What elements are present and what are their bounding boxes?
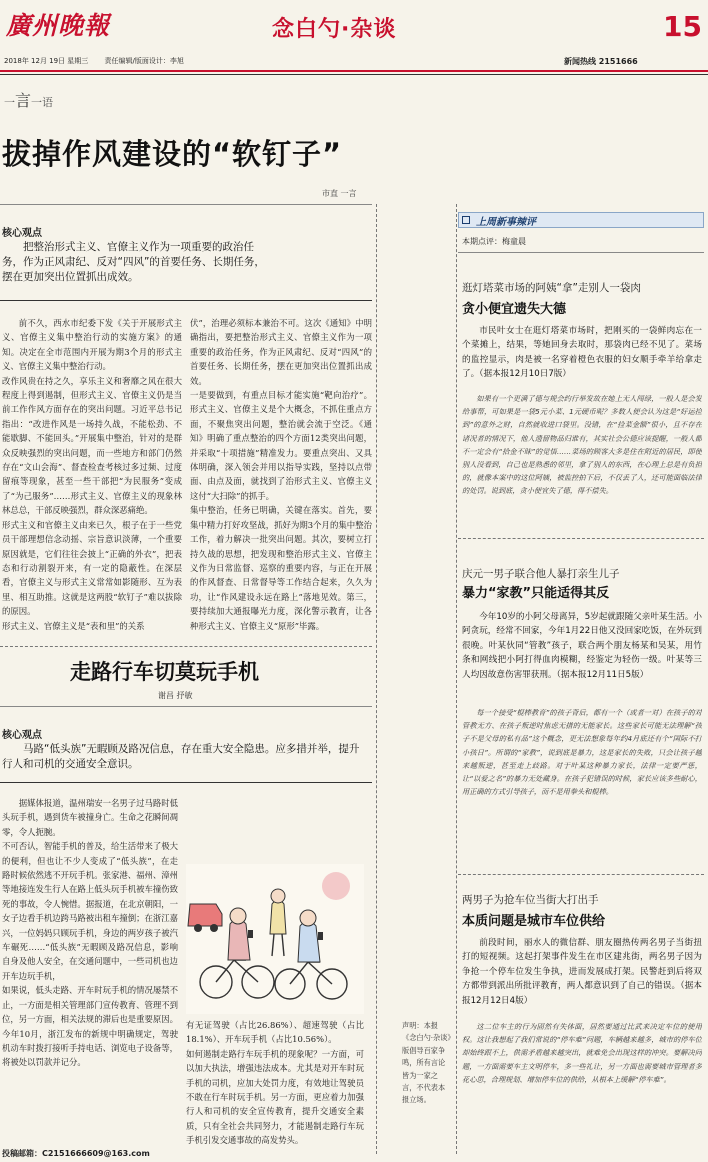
item2-comment: 每一个接受“棍棒教育”的孩子背后，都有一个（或者一对）在孩子的对管教无方、在孩子叛逆时焦虑无措的无能家长。这些家长可能无法理解“孩子不是父母的私有品”这个概念，更无法想象每年约4月底还有个“国际不打小孩日”。所谓的“家教”，说到底是暴力，这是家长的失败，只会让孩子越来越叛逆，甚至走上歧路。对于叶某这种暴力家长，法律一定要严惩，让“以爱之名”的暴力无处藏身。在孩子犯错误的时候，家长应该多些耐心，用正确的方式引导孩子，而不是用拳头和棍棒。 [462,708,702,797]
banner-square-icon [462,216,470,224]
article1-headline: 拔掉作风建设的“软钉子” [2,137,343,171]
meta-row [0,56,708,70]
article1-byline: 市直 一言 [322,189,357,198]
column-divider [376,204,377,1154]
masthead [0,0,708,52]
editors-text: 责任编辑/版面设计：李旭 [104,57,184,65]
item3-news: 前段时间，丽水人的微信群、朋友圈热传两名男子当街扭打的短视频。这起打架事件发生在市区建兆街，两名男子因为争抢一个停车位发生争执，进而发展成打架。民警赶到后将双方都带到派出所批评教育，两人都意识到了自己的错误。（据本报12月12日4版） [462,938,702,1006]
item3-headline: 本质问题是城市车位供给 [462,914,606,929]
item3-subtitle: 两男子为抢车位当街大打出手 [462,894,599,906]
article2-core-label: 核心观点 [2,730,42,741]
date-line [4,56,184,66]
hotline: 新闻热线 2151666 [564,57,638,66]
column-tag-rest: 一语 [31,96,54,109]
article2-byline: 谢昌 抒敏 [158,691,193,700]
column-tag-big: 言 [15,91,32,110]
article1-col2: 伏”，治理必须标本兼治不可。这次《通知》中明确指出，要把整治形式主义、官僚主义作为一项重要的政治任务，作为正风肃纪、反对“四风”的首要任务、长期任务，摆在更加突出位置抓出成效。 一是要做到，有重点目标才能实施“靶向治疗”。形式主义、官僚主义是个大概念，不抓住重点方面，不聚焦突出问题，整治就会流于空泛。《通知》明确了重点整治的四个方面12类突出问题，并采取“十项措施”精准发力。要重点突出、又具体明确，深入领会并用以指导实践，坚持以点带面、由点及面，就找到了治形式主义、官僚主义这付“大扫除”的抓手。 集中整治，任务已明确，关键在落实。首先，要集中精力打好攻坚战，抓好为期3个月的集中整治工作，着力解决一批突出问题。其次，要树立打持久战的思想，把发现和整治形式主义、官僚主义作为日常监督、巡察的重要内容，与正在开展的作风督查、日常督导等工作结合起来，久久为功，让“作风建设永远在路上”落地见效。第三，要持续加大通报曝光力度，深化警示教育，让各种形式主义、官僚主义“原形”毕露。 [190,318,372,631]
item1-news: 市民叶女士在逛灯塔菜市场时，把刚买的一袋鲜肉忘在一个菜摊上，结果，等她回身去取时，那袋肉已经不见了。菜场的监控显示，肉是被一名穿着橙色衣服的妇女顺手牵羊给拿走了。（据本报12月10日7版） [462,326,702,380]
article1-core-label: 核心观点 [2,228,42,239]
item1-subtitle: 逛灯塔菜市场的阿姨“拿”走别人一袋肉 [462,282,641,294]
column-tag [4,88,53,111]
divider [0,204,372,205]
reviewer-line: 本期点评：梅童晨 [462,237,526,246]
divider [0,300,372,301]
newspaper-logo: 廣州晚報 [6,11,111,40]
column-divider [456,204,457,1154]
article1-col1: 前不久，西水市纪委下发《关于开展形式主义、官僚主义集中整治行动的实施方案》的通知。决定在全市范围内开展为期3个月的形式主义、官僚主义集中整治行动。 改作风贵在持之久，享乐主义和奢靡之风在很大程度上得到遏制，但形式主义、官僚主义仍是当前工作作风方面存在的突出问题。习近平总书记指出：“改进作风是一场持久战，不能松劲、不能歇脚、不能回头。”开展集中整治，针对的是群众反映强烈的突出问题，而一些地方和部门仍然存在“文山会海”、督查检查考核过多过频、过度留痕等现象，甚至一些干部把“为民服务”变成了“为己服务”……形式主义、官僚主义的现象林林总总，干部反映强烈，群众深恶痛绝。 形式主义和官僚主义由来已久，根子在于一些党员干部理想信念动摇、宗旨意识淡薄，一个重要原因就是，它们往往会披上“正确的外衣”，把表态和行动割裂开来，有一定的隐蔽性。在深层看，官僚主义与形式主义常常如影随形、互为表里、相互助推。这就是这两股“软钉子”难以拔除的原因。 形式主义、官僚主义是“表和里”的关系 [2,318,182,631]
item1-comment: 如果有一个更满了德与规会约行举发故在她上无人闯绿，一般人是会发给事帮，可如果是一袋5元小菜、1元硬币呢？多数人便会认为这是“好运捡到”的意外之财，自然就收进口袋里。没错，在“捡菜金额”很小，且不存在诸况者的情况下，他人遗留物品归谁有，其实社会公德应该提醒，一般人都不一定会有“拾金不昧”的觉悟……菜场的顾客大多是住在附近的居民，即便别人没看到，自己也是熟悉的邻里，拿了别人的东西，在心理上总是有负担的，就像本案中的这位阿姨，被监控拍下后，不仅丢了人，还可能面临法律的处罚。说到底，贪小便宜失了德，得不偿失。 [462,394,702,496]
article1-core-text: 把整治形式主义、官僚主义作为一项重要的政治任务，作为正风肃纪、反对“四风”的首要任务、长期任务，摆在更加突出位置抓出成效。 [2,241,265,283]
column-tag-lead: 一 [4,96,15,109]
article2-core-text: 马路“低头族”无暇顾及路况信息，存在重大安全隐患。应多措并举，提升行人和司机的交通安全意识。 [2,743,360,770]
review-banner-title: 上周新事辣评 [476,217,536,228]
divider [458,252,704,253]
divider [458,538,704,539]
masthead-rule-red [0,70,708,72]
footer-email: 投稿邮箱：C2151666609@163.com [2,1149,150,1158]
item1-headline: 贪小便宜遗失大德 [462,302,567,317]
item2-headline: 暴力“家教”只能适得其反 [462,586,610,601]
illustration-svg [186,864,364,1014]
divider [0,646,372,647]
article2-col2: 有无证驾驶（占比26.86%）、超速驾驶（占比18.1%）、开车玩手机（占比10.56%）。 如何遏制走路行车玩手机的现象呢？一方面，可以加大执法，增强违法成本。尤其是对开车时玩手机的司机，应加大处罚力度，有效地让驾驶员不敢在行车时玩手机。另一方面，更应着力加强行人和司机的安全宣传教育，提升交通安全素质，只有全社会共同努力，才能遏制走路行车玩手机引发交通事故的高发势头。 [186,1020,364,1146]
divider [0,706,372,707]
item2-news: 今年10岁的小阿父母离异，5岁起就跟随父亲叶某生活。小阿贪玩，经常不回家，今年1月22日他又没回家吃饭，在外玩到很晚。叶某伙同“管教”孩子，联合两个朋友杨某和吴某，用竹条和网线把小阿打得血肉模糊，经鉴定为轻伤一级。叶某等三人均因故意伤害罪获刑。（据本报12月11日5版） [462,612,702,680]
cyclist-phone-illustration [186,864,364,1014]
masthead-rule-dark [0,74,708,75]
item3-comment: 这二位车主的行为固然有失体面，居然要通过比武来决定车位的使用权。这让我想起了我们常说的“停车难”问题，车辆越来越多，城市的停车位却始终跟不上，供需矛盾越来越突出，就难免会出现这样的冲突。要解决问题，一方面需要车主文明停车，多一些礼让，另一方面也需要城市管理者多花心思，合理规划、增加停车位的供给，从根本上缓解“停车难”。 [462,1022,702,1084]
divider [0,782,372,783]
statement-note: 声明：本报《念白勺·杂谈》版倡导百家争鸣，所有言论皆为一家之言，不代表本报立场。 [402,1021,451,1105]
section-title: 念白勺·杂谈 [272,17,397,42]
date-text: 2018年 12月 19日 星期三 [4,57,89,65]
divider [458,874,704,875]
page-number: 15 [663,10,702,43]
article2-col1: 据媒体报道，温州瑞安一名男子过马路时低头玩手机，遇到货车被撞身亡。生命之花瞬间凋零，令人扼腕。 不可否认，智能手机的普及，给生活带来了极大的便利，但也让不少人变成了“低头族”，在走路时候依然逃不开玩手机。张家港、福州、漳州等地接连发生行人在路上低头玩手机被车撞伤致死的事故，令人惋惜。据报道，在北京朝阳，一女子边看手机边跨马路被出租车撞倒；在浙江嘉兴，一位妈妈只顾玩手机，身边的两岁孩子被汽车碾死……“低头族”无暇顾及路况信息，影响自身及他人安全，在交通问题中，一些司机也边开车边玩手机， 如果说，低头走路、开车时玩手机的情况屡禁不止，一方面是相关管理部门宣传教育、管理不到位，另一方面，相关法规的滞后也是重要原因。今年10月，浙江发布的新规中明确规定，驾驶机动车时拨打接听手持电话、浏览电子设备等，将被处以罚款并记分。 [2,798,178,1068]
item2-subtitle: 庆元一男子联合他人暴打亲生儿子 [462,568,620,580]
article2-headline: 走路行车切莫玩手机 [70,660,259,684]
